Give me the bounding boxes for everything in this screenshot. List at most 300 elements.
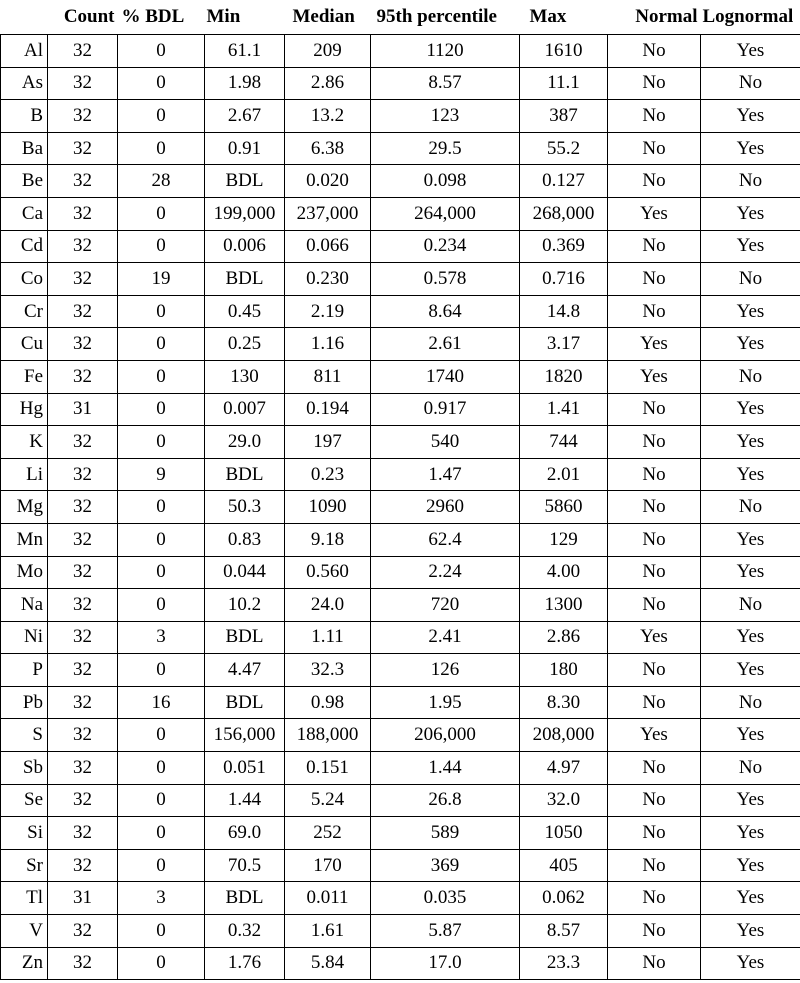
table-row — [1, 817, 800, 850]
max-cell: 23.3 — [520, 947, 608, 980]
p95-cell: 369 — [371, 849, 520, 882]
median-cell: 209 — [285, 35, 371, 68]
table-row — [1, 491, 800, 524]
median-cell: 13.2 — [285, 100, 371, 133]
median-cell: 0.98 — [285, 686, 371, 719]
median-cell: 0.230 — [285, 263, 371, 296]
table-row — [1, 915, 800, 948]
min-cell: 29.0 — [205, 426, 285, 459]
p95-cell: 123 — [371, 100, 520, 133]
lognormal-cell: Yes — [701, 328, 800, 361]
min-cell: 1.76 — [205, 947, 285, 980]
max-cell: 387 — [520, 100, 608, 133]
p95-cell: 264,000 — [371, 197, 520, 230]
max-cell: 11.1 — [520, 67, 608, 100]
median-cell: 1.11 — [285, 621, 371, 654]
table-row — [1, 295, 800, 328]
max-cell: 129 — [520, 523, 608, 556]
element-cell: As — [1, 67, 48, 100]
lognormal-cell: Yes — [701, 197, 800, 230]
element-cell: Cr — [1, 295, 48, 328]
p95-cell: 2.24 — [371, 556, 520, 589]
min-cell: 0.83 — [205, 523, 285, 556]
count-cell: 32 — [48, 426, 118, 459]
p95-cell: 2.41 — [371, 621, 520, 654]
count-cell: 32 — [48, 295, 118, 328]
median-cell: 6.38 — [285, 132, 371, 165]
min-cell: 1.44 — [205, 784, 285, 817]
percent-bdl-cell: 0 — [118, 100, 205, 133]
p95-cell: 1.44 — [371, 752, 520, 785]
lognormal-cell: Yes — [701, 426, 800, 459]
min-cell: 0.044 — [205, 556, 285, 589]
header-max: Max — [529, 6, 567, 27]
p95-cell: 2960 — [371, 491, 520, 524]
max-cell: 208,000 — [520, 719, 608, 752]
percent-bdl-cell: 0 — [118, 67, 205, 100]
median-cell: 0.011 — [285, 882, 371, 915]
lognormal-cell: Yes — [701, 35, 800, 68]
p95-cell: 540 — [371, 426, 520, 459]
percent-bdl-cell: 0 — [118, 426, 205, 459]
element-cell: Ca — [1, 197, 48, 230]
count-cell: 32 — [48, 328, 118, 361]
element-cell: Cu — [1, 328, 48, 361]
table-row — [1, 556, 800, 589]
lognormal-cell: Yes — [701, 458, 800, 491]
percent-bdl-cell: 16 — [118, 686, 205, 719]
min-cell: 130 — [205, 360, 285, 393]
normal-cell: No — [608, 263, 701, 296]
count-cell: 32 — [48, 360, 118, 393]
normal-cell: No — [608, 752, 701, 785]
element-cell: Na — [1, 589, 48, 622]
count-cell: 32 — [48, 849, 118, 882]
header-row — [1, 0, 800, 35]
percent-bdl-cell: 0 — [118, 393, 205, 426]
count-cell: 32 — [48, 263, 118, 296]
min-cell: 0.25 — [205, 328, 285, 361]
max-cell: 32.0 — [520, 784, 608, 817]
median-cell: 0.560 — [285, 556, 371, 589]
element-cell: Co — [1, 263, 48, 296]
max-cell: 55.2 — [520, 132, 608, 165]
median-cell: 0.066 — [285, 230, 371, 263]
header-count: Count — [63, 6, 115, 27]
p95-cell: 1.47 — [371, 458, 520, 491]
max-cell: 0.716 — [520, 263, 608, 296]
lognormal-cell: Yes — [701, 719, 800, 752]
p95-cell: 1740 — [371, 360, 520, 393]
table-row — [1, 947, 800, 980]
median-cell: 1.61 — [285, 915, 371, 948]
percent-bdl-cell: 0 — [118, 752, 205, 785]
normal-cell: No — [608, 35, 701, 68]
percent-bdl-cell: 0 — [118, 360, 205, 393]
min-cell: 0.45 — [205, 295, 285, 328]
table-row — [1, 132, 800, 165]
header-median: Median — [292, 6, 355, 27]
percent-bdl-cell: 0 — [118, 849, 205, 882]
header-95th-percentile: 95th percentile — [376, 6, 497, 27]
p95-cell: 1120 — [371, 35, 520, 68]
min-cell: 10.2 — [205, 589, 285, 622]
max-cell: 744 — [520, 426, 608, 459]
percent-bdl-cell: 0 — [118, 654, 205, 687]
max-cell: 4.97 — [520, 752, 608, 785]
lognormal-cell: Yes — [701, 882, 800, 915]
max-cell: 1820 — [520, 360, 608, 393]
normal-cell: Yes — [608, 360, 701, 393]
median-cell: 32.3 — [285, 654, 371, 687]
table-row — [1, 230, 800, 263]
table-row — [1, 67, 800, 100]
count-cell: 32 — [48, 752, 118, 785]
element-cell: Cd — [1, 230, 48, 263]
table-row — [1, 458, 800, 491]
median-cell: 252 — [285, 817, 371, 850]
header-min: Min — [206, 6, 241, 27]
min-cell: 61.1 — [205, 35, 285, 68]
element-cell: V — [1, 915, 48, 948]
min-cell: 156,000 — [205, 719, 285, 752]
element-cell: Si — [1, 817, 48, 850]
median-cell: 24.0 — [285, 589, 371, 622]
element-cell: Mo — [1, 556, 48, 589]
table-row — [1, 621, 800, 654]
element-cell: Hg — [1, 393, 48, 426]
max-cell: 268,000 — [520, 197, 608, 230]
normal-cell: No — [608, 589, 701, 622]
count-cell: 32 — [48, 230, 118, 263]
table-row — [1, 165, 800, 198]
median-cell: 2.19 — [285, 295, 371, 328]
max-cell: 0.127 — [520, 165, 608, 198]
lognormal-cell: No — [701, 491, 800, 524]
min-cell: 0.006 — [205, 230, 285, 263]
element-cell: Pb — [1, 686, 48, 719]
max-cell: 1.41 — [520, 393, 608, 426]
normal-cell: No — [608, 491, 701, 524]
table-row — [1, 360, 800, 393]
min-cell: 50.3 — [205, 491, 285, 524]
element-cell: S — [1, 719, 48, 752]
percent-bdl-cell: 0 — [118, 35, 205, 68]
max-cell: 2.01 — [520, 458, 608, 491]
count-cell: 32 — [48, 523, 118, 556]
table-row — [1, 784, 800, 817]
max-cell: 2.86 — [520, 621, 608, 654]
table-row — [1, 426, 800, 459]
element-cell: Zn — [1, 947, 48, 980]
percent-bdl-cell: 0 — [118, 915, 205, 948]
count-cell: 32 — [48, 35, 118, 68]
normal-cell: No — [608, 784, 701, 817]
header-element — [1, 0, 48, 35]
min-cell: 2.67 — [205, 100, 285, 133]
normal-cell: No — [608, 458, 701, 491]
percent-bdl-cell: 0 — [118, 230, 205, 263]
max-cell: 8.57 — [520, 915, 608, 948]
lognormal-cell: Yes — [701, 393, 800, 426]
table-row — [1, 849, 800, 882]
p95-cell: 0.578 — [371, 263, 520, 296]
percent-bdl-cell: 19 — [118, 263, 205, 296]
p95-cell: 17.0 — [371, 947, 520, 980]
max-cell: 0.369 — [520, 230, 608, 263]
max-cell: 405 — [520, 849, 608, 882]
normal-cell: Yes — [608, 197, 701, 230]
percent-bdl-cell: 0 — [118, 295, 205, 328]
percent-bdl-cell: 0 — [118, 491, 205, 524]
lognormal-cell: Yes — [701, 817, 800, 850]
count-cell: 32 — [48, 100, 118, 133]
min-cell: 0.91 — [205, 132, 285, 165]
max-cell: 1610 — [520, 35, 608, 68]
percent-bdl-cell: 0 — [118, 523, 205, 556]
min-cell: BDL — [205, 458, 285, 491]
percent-bdl-cell: 0 — [118, 784, 205, 817]
p95-cell: 0.234 — [371, 230, 520, 263]
normal-cell: No — [608, 947, 701, 980]
percent-bdl-cell: 0 — [118, 328, 205, 361]
min-cell: BDL — [205, 263, 285, 296]
lognormal-cell: No — [701, 165, 800, 198]
lognormal-cell: Yes — [701, 915, 800, 948]
lognormal-cell: Yes — [701, 947, 800, 980]
max-cell: 8.30 — [520, 686, 608, 719]
p95-cell: 126 — [371, 654, 520, 687]
min-cell: 70.5 — [205, 849, 285, 882]
element-cell: Mn — [1, 523, 48, 556]
table-row — [1, 328, 800, 361]
normal-cell: No — [608, 849, 701, 882]
header-normal: Normal — [635, 6, 698, 27]
table-row — [1, 752, 800, 785]
p95-cell: 720 — [371, 589, 520, 622]
normal-cell: No — [608, 393, 701, 426]
element-cell: Tl — [1, 882, 48, 915]
element-cell: Fe — [1, 360, 48, 393]
table-row — [1, 719, 800, 752]
min-cell: 0.32 — [205, 915, 285, 948]
lognormal-cell: Yes — [701, 295, 800, 328]
count-cell: 32 — [48, 556, 118, 589]
lognormal-cell: No — [701, 589, 800, 622]
count-cell: 32 — [48, 621, 118, 654]
lognormal-cell: Yes — [701, 621, 800, 654]
table-row — [1, 393, 800, 426]
element-cell: Ba — [1, 132, 48, 165]
p95-cell: 589 — [371, 817, 520, 850]
median-cell: 0.020 — [285, 165, 371, 198]
percent-bdl-cell: 3 — [118, 882, 205, 915]
max-cell: 0.062 — [520, 882, 608, 915]
normal-cell: No — [608, 132, 701, 165]
element-cell: P — [1, 654, 48, 687]
max-cell: 5860 — [520, 491, 608, 524]
p95-cell: 2.61 — [371, 328, 520, 361]
count-cell: 32 — [48, 817, 118, 850]
median-cell: 1090 — [285, 491, 371, 524]
count-cell: 32 — [48, 491, 118, 524]
count-cell: 32 — [48, 686, 118, 719]
table-row — [1, 197, 800, 230]
p95-cell: 26.8 — [371, 784, 520, 817]
table-row — [1, 35, 800, 68]
min-cell: 0.051 — [205, 752, 285, 785]
median-cell: 9.18 — [285, 523, 371, 556]
lognormal-cell: No — [701, 686, 800, 719]
min-cell: BDL — [205, 882, 285, 915]
max-cell: 4.00 — [520, 556, 608, 589]
percent-bdl-cell: 0 — [118, 556, 205, 589]
element-cell: Sr — [1, 849, 48, 882]
header-lognormal: Lognormal — [702, 6, 794, 27]
normal-cell: No — [608, 295, 701, 328]
lognormal-cell: Yes — [701, 230, 800, 263]
percent-bdl-cell: 0 — [118, 589, 205, 622]
lognormal-cell: Yes — [701, 523, 800, 556]
p95-cell: 0.917 — [371, 393, 520, 426]
min-cell: BDL — [205, 621, 285, 654]
normal-cell: No — [608, 230, 701, 263]
percent-bdl-cell: 3 — [118, 621, 205, 654]
min-cell: 69.0 — [205, 817, 285, 850]
lognormal-cell: Yes — [701, 100, 800, 133]
p95-cell: 0.098 — [371, 165, 520, 198]
element-cell: Ni — [1, 621, 48, 654]
count-cell: 32 — [48, 784, 118, 817]
p95-cell: 8.57 — [371, 67, 520, 100]
max-cell: 180 — [520, 654, 608, 687]
count-cell: 32 — [48, 589, 118, 622]
percent-bdl-cell: 28 — [118, 165, 205, 198]
lognormal-cell: No — [701, 263, 800, 296]
min-cell: 199,000 — [205, 197, 285, 230]
count-cell: 32 — [48, 719, 118, 752]
lognormal-cell: No — [701, 67, 800, 100]
max-cell: 3.17 — [520, 328, 608, 361]
p95-cell: 1.95 — [371, 686, 520, 719]
percent-bdl-cell: 0 — [118, 947, 205, 980]
p95-cell: 29.5 — [371, 132, 520, 165]
median-cell: 0.151 — [285, 752, 371, 785]
lognormal-cell: Yes — [701, 784, 800, 817]
element-cell: Se — [1, 784, 48, 817]
p95-cell: 5.87 — [371, 915, 520, 948]
lognormal-cell: No — [701, 752, 800, 785]
lognormal-cell: Yes — [701, 556, 800, 589]
normal-cell: No — [608, 556, 701, 589]
percent-bdl-cell: 9 — [118, 458, 205, 491]
median-cell: 0.194 — [285, 393, 371, 426]
normal-cell: No — [608, 654, 701, 687]
percent-bdl-cell: 0 — [118, 132, 205, 165]
count-cell: 31 — [48, 882, 118, 915]
count-cell: 32 — [48, 67, 118, 100]
normal-cell: No — [608, 686, 701, 719]
lognormal-cell: Yes — [701, 654, 800, 687]
count-cell: 32 — [48, 197, 118, 230]
percent-bdl-cell: 0 — [118, 197, 205, 230]
p95-cell: 62.4 — [371, 523, 520, 556]
median-cell: 237,000 — [285, 197, 371, 230]
header-percent-bdl: % BDL — [121, 6, 185, 27]
median-cell: 5.84 — [285, 947, 371, 980]
median-cell: 197 — [285, 426, 371, 459]
normal-cell: No — [608, 882, 701, 915]
normal-cell: Yes — [608, 621, 701, 654]
median-cell: 5.24 — [285, 784, 371, 817]
lognormal-cell: No — [701, 360, 800, 393]
normal-cell: No — [608, 817, 701, 850]
p95-cell: 0.035 — [371, 882, 520, 915]
table-row — [1, 589, 800, 622]
percent-bdl-cell: 0 — [118, 817, 205, 850]
element-cell: Be — [1, 165, 48, 198]
count-cell: 32 — [48, 132, 118, 165]
p95-cell: 8.64 — [371, 295, 520, 328]
median-cell: 0.23 — [285, 458, 371, 491]
count-cell: 31 — [48, 393, 118, 426]
normal-cell: No — [608, 165, 701, 198]
min-cell: 4.47 — [205, 654, 285, 687]
min-cell: 1.98 — [205, 67, 285, 100]
element-cell: Li — [1, 458, 48, 491]
count-cell: 32 — [48, 947, 118, 980]
table-body — [1, 35, 800, 980]
median-cell: 170 — [285, 849, 371, 882]
element-cell: K — [1, 426, 48, 459]
lognormal-cell: Yes — [701, 849, 800, 882]
element-cell: Al — [1, 35, 48, 68]
median-cell: 188,000 — [285, 719, 371, 752]
table-row — [1, 882, 800, 915]
count-cell: 32 — [48, 458, 118, 491]
element-cell: Sb — [1, 752, 48, 785]
count-cell: 32 — [48, 654, 118, 687]
p95-cell: 206,000 — [371, 719, 520, 752]
median-cell: 811 — [285, 360, 371, 393]
count-cell: 32 — [48, 915, 118, 948]
min-cell: BDL — [205, 686, 285, 719]
normal-cell: Yes — [608, 719, 701, 752]
table-row — [1, 654, 800, 687]
max-cell: 1050 — [520, 817, 608, 850]
max-cell: 14.8 — [520, 295, 608, 328]
table-row — [1, 523, 800, 556]
element-cell: B — [1, 100, 48, 133]
median-cell: 1.16 — [285, 328, 371, 361]
normal-cell: No — [608, 100, 701, 133]
normal-cell: No — [608, 67, 701, 100]
table-row — [1, 686, 800, 719]
normal-cell: Yes — [608, 328, 701, 361]
count-cell: 32 — [48, 165, 118, 198]
element-cell: Mg — [1, 491, 48, 524]
min-cell: BDL — [205, 165, 285, 198]
min-cell: 0.007 — [205, 393, 285, 426]
percent-bdl-cell: 0 — [118, 719, 205, 752]
median-cell: 2.86 — [285, 67, 371, 100]
table-row — [1, 100, 800, 133]
max-cell: 1300 — [520, 589, 608, 622]
normal-cell: No — [608, 426, 701, 459]
normal-cell: No — [608, 523, 701, 556]
lognormal-cell: Yes — [701, 132, 800, 165]
normal-cell: No — [608, 915, 701, 948]
